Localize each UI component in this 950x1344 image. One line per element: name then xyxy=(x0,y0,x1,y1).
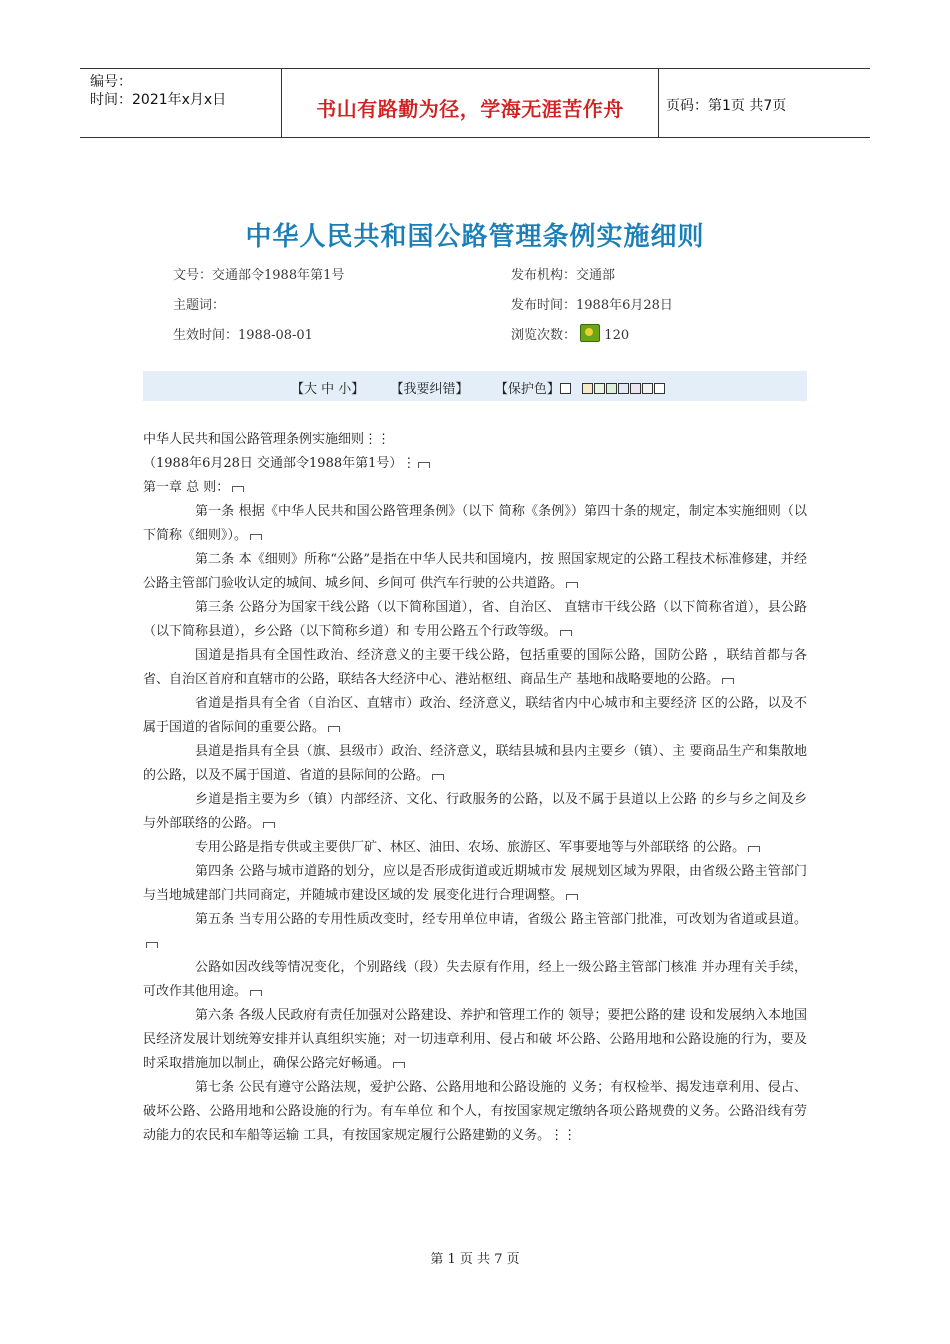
protect-color-label: 【保护色】 xyxy=(494,382,560,397)
color-swatch[interactable] xyxy=(606,383,617,394)
paragraph: 乡道是指主要为乡（镇）内部经济、文化、行政服务的公路，以及不属于县道以上公路 的乡与乡之间及乡与外部联络的公路。 xyxy=(143,792,807,831)
paragraph-mark-icon xyxy=(560,630,572,636)
paragraph-mark-icon xyxy=(328,726,340,732)
views-count: 120 xyxy=(604,328,630,343)
font-size-switch[interactable]: 【大 中 小】 xyxy=(291,382,365,397)
color-swatch[interactable] xyxy=(642,383,653,394)
paragraph: 专用公路是指专供或主要供厂矿、林区、油田、农场、旅游区、军事要地等与外部联络 的公路。 xyxy=(143,836,807,860)
views-label: 浏览次数： xyxy=(511,328,577,343)
paragraph-mark-icon xyxy=(146,942,158,948)
paragraph: 第二条 本《细则》所称“公路”是指在中华人民共和国境内，按 照国家规定的公路工程技术标准修建，并经公路主管部门验收认定的城间、城乡间、乡间可 供汽车行驶的公共道路。 xyxy=(143,552,807,591)
time-label: 时间：2021年x月x日 xyxy=(90,92,227,108)
paragraph: 公路如因改线等情况变化，个别路线（段）失去原有作用，经上一级公路主管部门核准 并办理有关手续，可改作其他用途。 xyxy=(143,960,807,999)
color-swatch[interactable] xyxy=(594,383,605,394)
paragraph: （1988年6月28日 交通部令1988年第1号）⋮ xyxy=(143,452,807,476)
color-swatch[interactable] xyxy=(618,383,629,394)
paragraph-mark-icon xyxy=(748,846,760,852)
color-swatches xyxy=(560,382,666,397)
toolbar xyxy=(143,371,807,401)
paragraph: 第五条 当专用公路的专用性质改变时，经专用单位申请，省级公 路主管部门批准，可改划为省道或县道。 xyxy=(143,908,807,956)
paragraph-mark-icon xyxy=(263,822,275,828)
paragraph-mark-icon xyxy=(722,678,734,684)
header-right-cell xyxy=(658,69,870,137)
paragraph: 第六条 各级人民政府有责任加强对公路建设、养护和管理工作的 领导；要把公路的建 设和发展纳入本地国民经济发展计划统筹安排并认真组织实施；对一切违章利用、侵占和破 坏公路、公路用地和公路设施的行为，要及时采取措施加以制止，确保公路完好畅通。 xyxy=(143,1008,807,1071)
color-swatch[interactable] xyxy=(560,383,571,394)
color-swatch[interactable] xyxy=(654,383,665,394)
paragraph: 第四条 公路与城市道路的划分，应以是否形成街道或近期城市发 展规划区域为界限，由省级公路主管部门与当地城建部门共同商定，并随城市建设区域的发 展变化进行合理调整。 xyxy=(143,864,807,903)
keywords: 主题词： xyxy=(173,298,226,313)
page-title: 中华人民共和国公路管理条例实施细则 xyxy=(245,222,705,252)
article-body xyxy=(143,428,807,1148)
page-footer: 第 1 页 共 7 页 xyxy=(430,1252,520,1267)
paragraph: 第三条 公路分为国家干线公路（以下简称国道），省、自治区、 直辖市干线公路（以下简称省道），县公路（以下简称县道），乡公路（以下简称乡道）和 专用公路五个行政等级。 xyxy=(143,600,807,639)
paragraph: 国道是指具有全国性政治、经济意义的主要干线公路，包括重要的国际公路，国防公路 ，联结首都与各省、自治区首府和直辖市的公路，联结各大经济中心、港站枢纽、商品生产 基地和战略要地的公路。 xyxy=(143,648,807,687)
paragraph-mark-icon xyxy=(250,990,262,996)
paragraph-mark-icon xyxy=(566,582,578,588)
publisher: 发布机构：交通部 xyxy=(511,268,616,283)
header-middle-cell xyxy=(281,69,659,137)
publish-time: 发布时间：1988年6月28日 xyxy=(511,298,673,313)
paragraph-mark-icon xyxy=(232,486,244,492)
paragraph-mark-icon xyxy=(432,774,444,780)
paragraph: 第七条 公民有遵守公路法规，爱护公路、公路用地和公路设施的 义务；有权检举、揭发违章利用、侵占、破坏公路、公路用地和公路设施的行为。有车单位 和个人，有按国家规定缴纳各项公路规费的义务。公路沿线有劳动能力的农民和车船等运输 工具，有按国家规定履行公路建勤的义务。⋮⋮ xyxy=(143,1080,807,1143)
paragraph: 第一条 根据《中华人民共和国公路管理条例》（以下 简称《条例》）第四十条的规定，制定本实施细则（以下简称《细则》）。 xyxy=(143,504,807,543)
color-swatch[interactable] xyxy=(582,383,593,394)
views xyxy=(511,324,629,343)
effective-time: 生效时间：1988-08-01 xyxy=(173,328,313,343)
paragraph: 县道是指具有全县（旗、县级市）政治、经济意义，联结县城和县内主要乡（镇）、主 要商品生产和集散地的公路，以及不属于国道、省道的县际间的公路。 xyxy=(143,744,807,783)
paragraph: 省道是指具有全省（自治区、直辖市）政治、经济意义，联结省内中心城市和主要经济 区的公路，以及不属于国道的省际间的重要公路。 xyxy=(143,696,807,735)
paragraph-mark-icon xyxy=(250,534,262,540)
paragraph-mark-icon xyxy=(566,894,578,900)
header-table xyxy=(80,68,870,138)
header-left-cell xyxy=(80,69,280,137)
report-error-link[interactable]: 【我要纠错】 xyxy=(390,382,469,397)
paragraph: 中华人民共和国公路管理条例实施细则⋮⋮ xyxy=(143,432,391,447)
motto: 书山有路勤为径，学海无涯苦作舟 xyxy=(316,97,624,121)
doc-number: 文号：交通部令1988年第1号 xyxy=(173,268,345,283)
paragraph-mark-icon xyxy=(393,1062,405,1068)
views-icon xyxy=(580,324,600,342)
chapter-heading: 第一章 总 则： xyxy=(143,476,807,500)
paragraph-mark-icon xyxy=(418,462,430,468)
number-label: 编号： xyxy=(90,74,132,90)
pager: 页码：第1页 共7页 xyxy=(666,98,787,114)
color-swatch[interactable] xyxy=(630,383,641,394)
